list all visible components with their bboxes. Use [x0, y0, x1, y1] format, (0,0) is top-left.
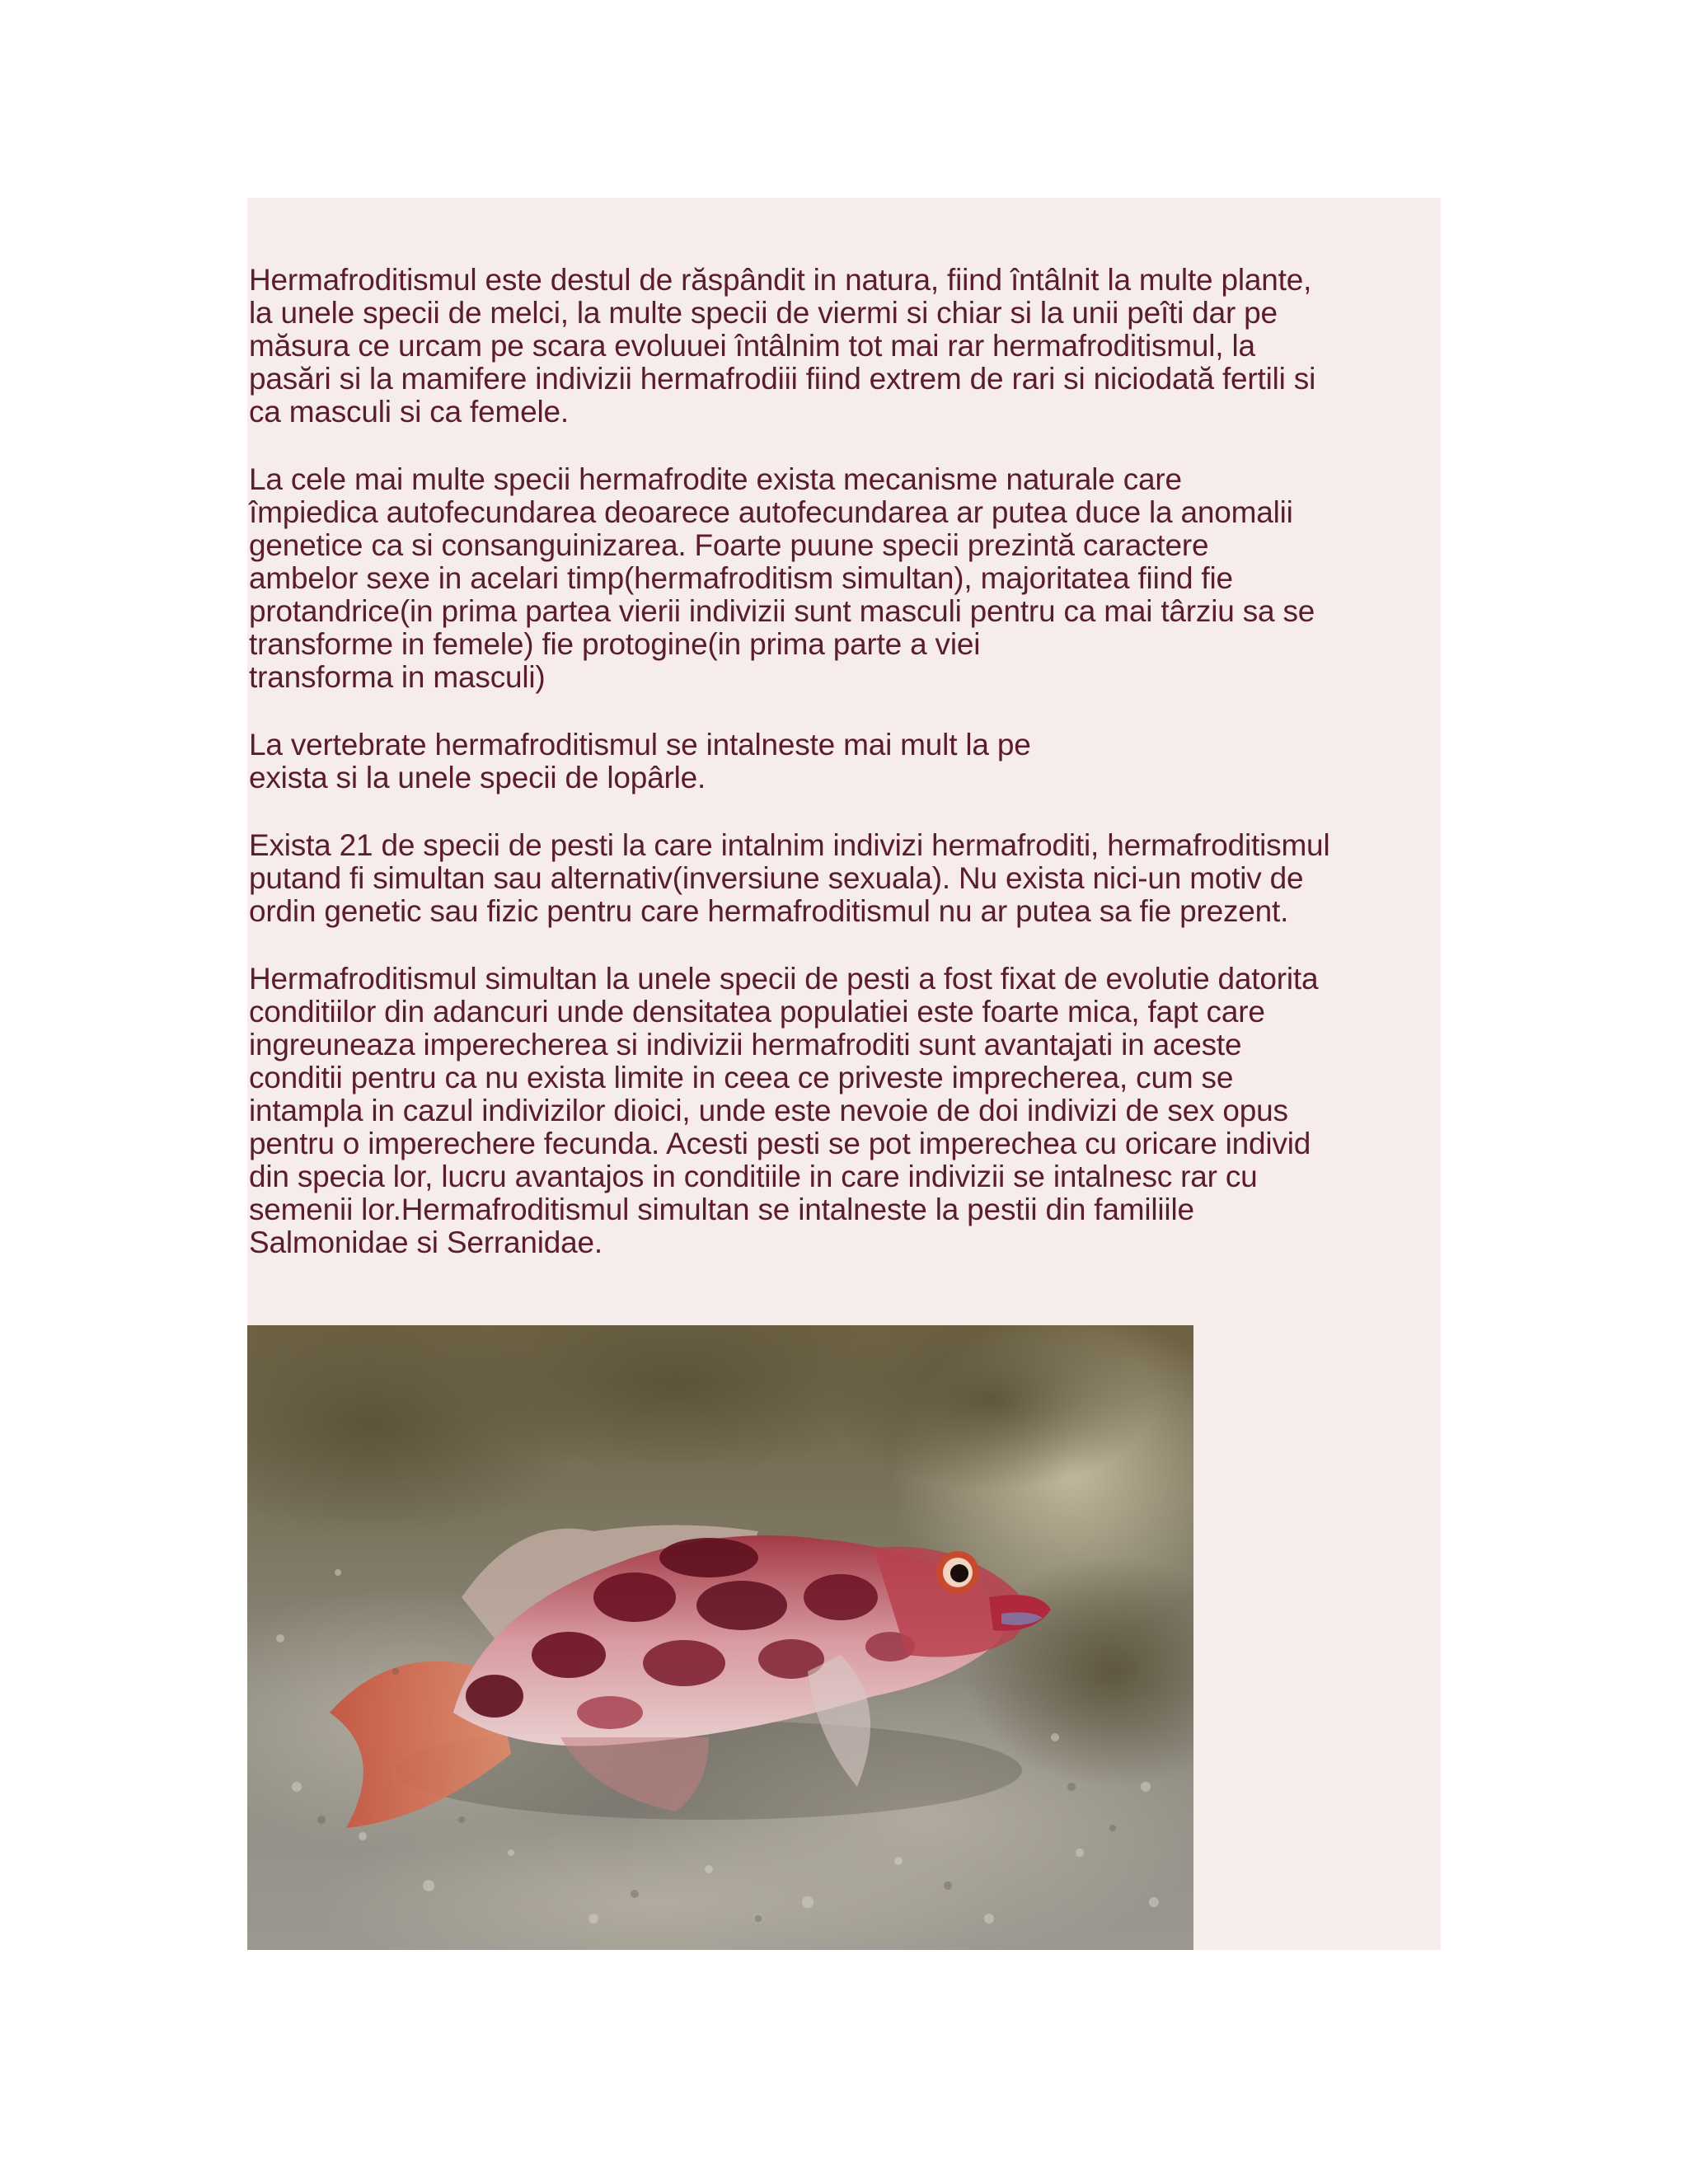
text-line: ingreuneaza imperecherea si indivizii hermafroditi sunt avantajati in aceste: [249, 1028, 1242, 1062]
text-line: genetice ca si consanguinizarea. Foarte puune specii prezintă caractere: [249, 528, 1209, 562]
text-line: semenii lor.Hermafroditismul simultan se intalneste la pestii din familiile: [249, 1193, 1194, 1226]
text-line: Exista 21 de specii de pesti la care intalnim indivizi hermafroditi, hermafroditismul: [249, 828, 1330, 862]
text-line: conditii pentru ca nu exista limite in ceea ce priveste imprecherea, cum se: [249, 1061, 1234, 1094]
paragraph-1: [249, 264, 1442, 429]
text-line: putand fi simultan sau alternativ(inversiune sexuala). Nu exista nici-un motiv de: [249, 861, 1304, 895]
text-line: transforma in masculi): [249, 660, 546, 694]
text-line: ordin genetic sau fizic pentru care hermafroditismul nu ar putea sa fie prezent.: [249, 894, 1289, 928]
text-line: conditiilor din adancuri unde densitatea populatiei este foarte mica, fapt care: [249, 995, 1265, 1029]
text-line: la unele specii de melci, la multe specii de viermi si chiar si la unii peîti dar pe: [249, 296, 1278, 330]
text-line: din specia lor, lucru avantajos in conditiile in care indivizii se intalnesc rar cu: [249, 1160, 1258, 1193]
text-line: intampla in cazul indivizilor dioici, unde este nevoie de doi indivizi de sex opus: [249, 1094, 1288, 1127]
text-line: Salmonidae si Serranidae.: [249, 1226, 603, 1259]
text-line: ca masculi si ca femele.: [249, 395, 569, 429]
text-line: măsura ce urcam pe scara evoluuei întâlnim tot mai rar hermafroditismul, la: [249, 329, 1255, 363]
text-line: pasări si la mamifere indivizii hermafrodiii fiind extrem de rari si niciodată fertili si: [249, 362, 1316, 396]
text-line: exista si la unele specii de lopârle.: [249, 761, 706, 794]
text-line: transforme in femele) fie protogine(in prima parte a viei: [249, 627, 981, 661]
document-body: [249, 264, 1442, 1294]
paragraph-5: [249, 963, 1442, 1259]
text-line: pentru o imperechere fecunda. Acesti pesti se pot imperechea cu oricare individ: [249, 1127, 1311, 1160]
text-line: împiedica autofecundarea deoarece autofecundarea ar putea duce la anomalii: [249, 495, 1293, 529]
fish-photo: [247, 1325, 1193, 1950]
paragraph-2: [249, 463, 1442, 694]
text-line: Hermafroditismul simultan la unele specii de pesti a fost fixat de evolutie datorita: [249, 962, 1319, 996]
text-line: protandrice(in prima partea vierii indivizii sunt masculi pentru ca mai târziu sa se: [249, 594, 1315, 628]
text-line: La vertebrate hermafroditismul se intalneste mai mult la pe: [249, 728, 1031, 762]
fish-photo-drawing: [247, 1325, 1193, 1950]
text-line: ambelor sexe in acelari timp(hermafroditism simultan), majoritatea fiind fie: [249, 561, 1233, 595]
paragraph-3: [249, 729, 1442, 794]
text-line: Hermafroditismul este destul de răspândit in natura, fiind întâlnit la multe plante,: [249, 263, 1312, 297]
paragraph-4: [249, 829, 1442, 928]
text-line: La cele mai multe specii hermafrodite exista mecanisme naturale care: [249, 462, 1182, 496]
